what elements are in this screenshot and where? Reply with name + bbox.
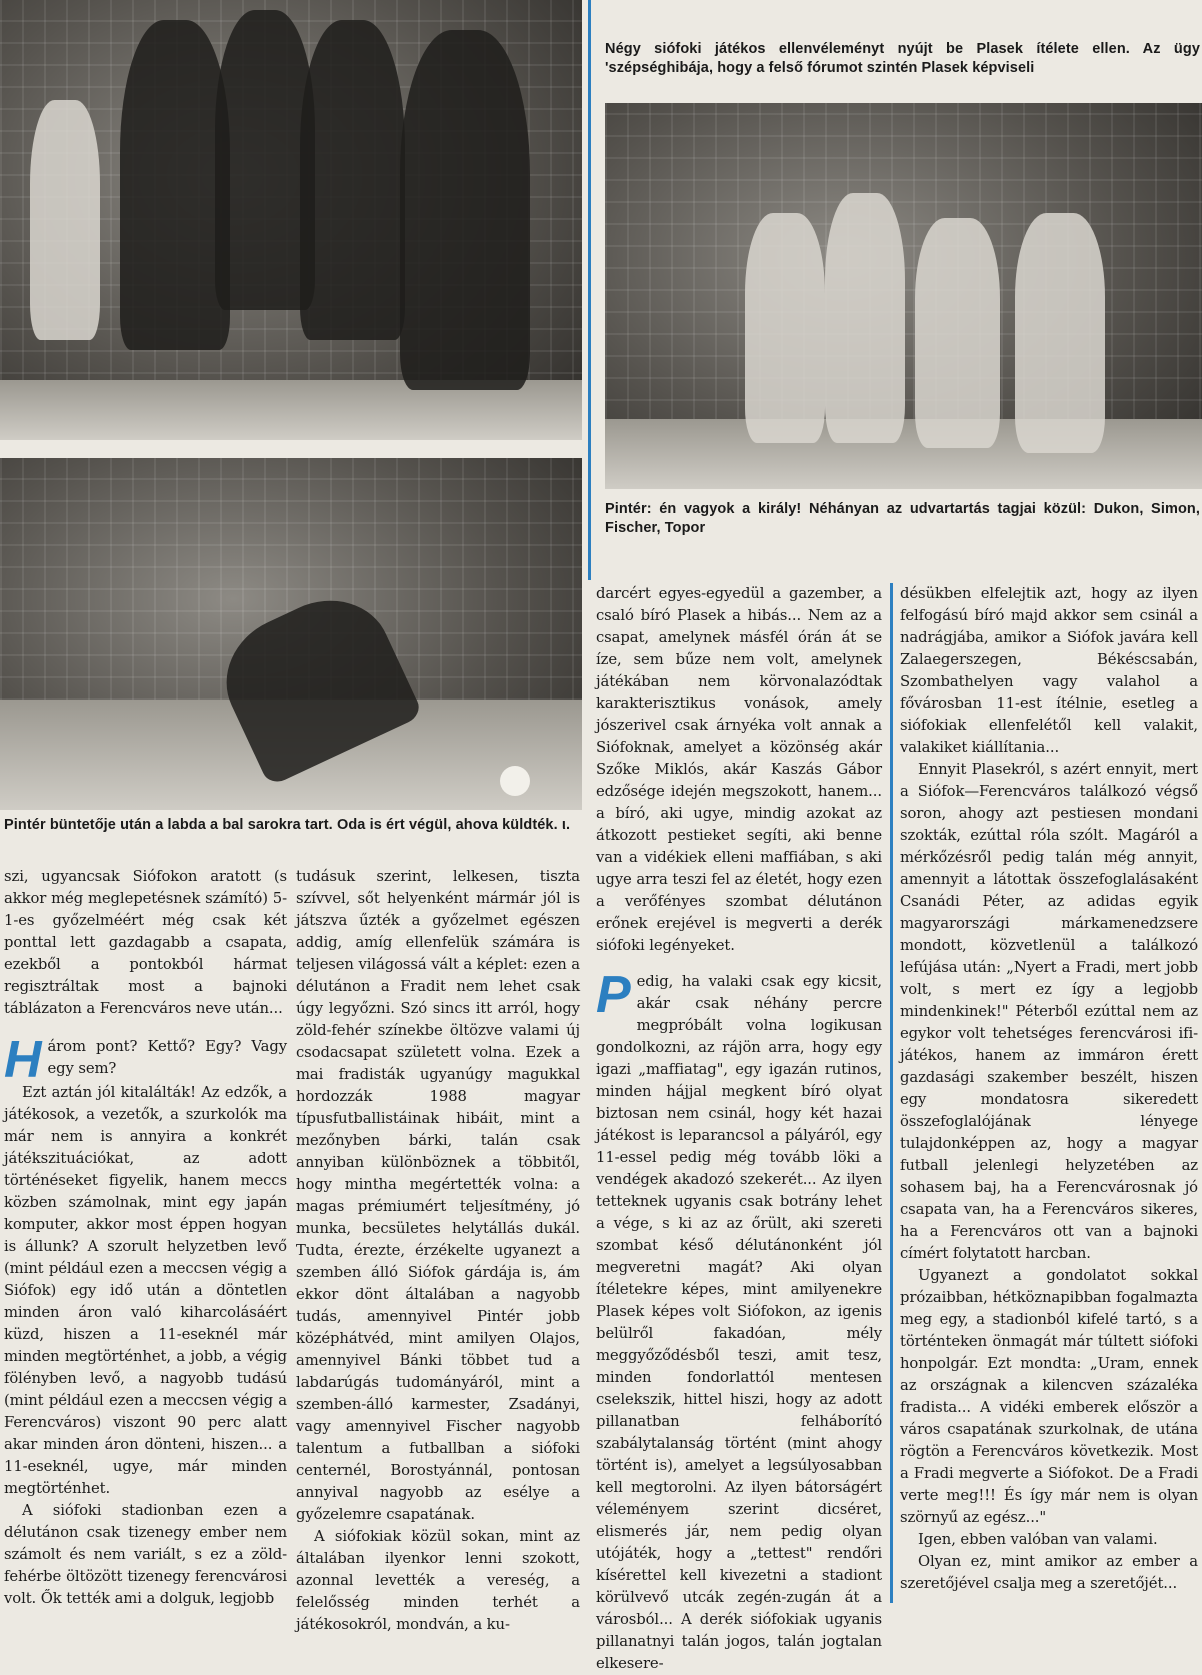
photo-top-left — [0, 0, 582, 440]
article-body-text: edig, ha valaki csak egy kicsit, akár csak néhány percre megpróbált volna logikusan gondolkozni, az rájön arra, hogy egy igazi „maffiatag", egy igazán rutinos, minden hájjal megkent bíró olyat biztosan nem csinál, hogy két hazai játékost is leparancsol a pályáról, egy 11-essel pedig még tovább löki a vendégek akadozó szekerét... Az ilyen tetteknek ugyanis csak botrány lehet a vége, s ki az az őrült, aki szereti szombat késő délutánonként jól megveretni magát? Aki olyan ítéletekre képes, mint amilyenekre Plasek képes volt Siófokon, az igenis belülről fakadóan, mély meggyőződésből teszi, amit tesz, minden fondorlattól mentesen cselekszik, hittel hiszi, hogy az adott pillanatban felháborító szabálytalanság történt (mint ahogy történt is), amelyet a legsúlyosabban kell megtorolni. Az ilyen bátorságért véleményem szerint dicséret, elismerés jár, nem pedig olyan utójáték, hogy a „tettest" rendőri kísérettel kell kivezetni a stadiont körülvevő utcák zegén-zugán át a városból... A derék siófokiak ugyanis pillanatnyi talán jogos, talán jogtalan elkesere- — [596, 973, 882, 1672]
article-paragraph: Ezt aztán jól kitalálták! Az edzők, a játékosok, a vezetők, a szurkolók ma már nem is annyira a konkrét játékszituációkat, az adott történéseket figyelik, hanem meccs közben számolnak, mint egy japán komputer, akkor most éppen hogyan is állunk? A szorult helyzetben levő (mint például ezen a meccsen végig a Siófok) egy idő után a döntetlen minden áron való kiharcolásáért küzd, hiszen a 11-eseknél már minden megtörténhet, a jobb, a végig fölényben levő, a nagyobb tudású (mint például ezen a meccsen végig a Ferencváros) viszont 90 perc alatt akar minden áron dönteni, hiszen... a 11-eseknél, ugye, már minden megtörténhet. — [4, 1084, 287, 1497]
photo-middle-left — [0, 458, 582, 810]
article-paragraph-dropcap — [4, 1031, 287, 1089]
article-column-4 — [900, 583, 1198, 1595]
article-column-3 — [596, 583, 882, 1675]
article-column-1 — [4, 866, 287, 1610]
column-rule-top — [588, 0, 591, 580]
article-column-2 — [296, 866, 580, 1636]
caption-top-right: Négy siófoki játékos ellenvéleményt nyújt be Plasek ítélete ellen. Az ügy 'szépséghibája, hogy a felső fórumot szintén Plasek képviseli — [605, 41, 1200, 76]
article-paragraph: szi, ugyancsak Siófokon aratott (s akkor még meglepetésnek számító) 5-1-es győzelméért még csak két ponttal lett gazdagabb a csapata, ezekből a pontokból hármat regisztráltak most a bajnoki táblázaton a Ferencváros neve után... — [4, 868, 287, 1017]
dropcap-p: P — [596, 966, 631, 1024]
dropcap-h: H — [4, 1031, 42, 1089]
article-paragraph: tudásuk szerint, lelkesen, tiszta szívvel, sőt helyenként mármár jól is játszva űzték a győzelmet egészen addig, amíg ellenfelük számára is teljesen világossá vált a képlet: ezen a délutánon a Fradit nem lehet csak úgy legyőzni. Szó sincs itt arról, hogy zöld-fehér színekbe öltözve valami új csodacsapat született volna. Ezek a mai fradisták ugyanúgy magukkal hordozzák 1988 magyar típusfutballistáinak hibáit, mint a mezőnyben bárki, talán csak annyiban különböznek a többitől, hogy mintha megértették volna: a magas prémiumért teljesítmény, jó munka, becsületes helytállás dukál. Tudta, érezte, érzékelte ugyanezt a szemben álló Siófok gárdája is, ám ekkor dönt általában a nagyobb tudás, amennyivel Pintér jobb középhátvéd, mint amilyen Olajos, amennyivel Bánki többet tud a labdarúgás tudományáról, mint a szemben-álló karmester, Zsadányi, vagy amennyivel Fischer nagyobb talentum a futballban a siófoki centernél, Borostyánnál, pontosan annyival nagyobb az esélye a győzelemre csapatának. — [296, 868, 580, 1523]
photo-top-right — [605, 103, 1202, 489]
article-paragraph-dropcap — [596, 966, 882, 1675]
article-paragraph: A siófoki stadionban ezen a délutánon csak tizenegy ember nem számolt és nem variált, s ez a zöld-fehérbe öltözött tizenegy ferencvárosi volt. Ők tették ami a dolguk, legjobb — [4, 1502, 287, 1607]
article-paragraph: Ennyit Plasekról, s azért ennyit, mert a Siófok—Ferencváros találkozó végső soron, ahogy azt pestiesen mondani szokták, ezúttal róla szólt. Magáról a mérkőzésről pedig talán még annyit, amennyit a látottak összefoglalásaként Csanádi Péter, az adidas egyik magyarországi márkamenedzsere mondott, közvetlenül a találkozó lefújása után: „Nyert a Fradi, mert jobb volt, s mert ez így a legjobb mindenkinek!" Péterből ezúttal nem az egykor volt tehetséges ferencvárosi ifi-játékos, hanem az immáron érett gazdasági szakember beszélt, hiszen egy mondatosra sikeredett összefoglalójának lényege tulajdonképpen az, hogy a magyar futball jelenlegi helyzetében az sohasem baj, ha a Ferencvárosnak jó csapata van, ha a Ferencváros sikeres, ha a Ferencváros ott van a bajnoki címért folytatott harcban. — [900, 761, 1198, 1262]
article-paragraph: A siófokiak közül sokan, mint az általában ilyenkor lenni szokott, azonnal levették a vereség, a felelősség minden terhét a játékosokról, mondván, a ku- — [296, 1528, 580, 1633]
column-rule-right — [890, 583, 893, 1603]
article-paragraph: désükben elfelejtik azt, hogy az ilyen felfogású bíró majd akkor sem csinál a nadrágjába, amikor a Siófok javára kell Zalaegerszegen, Békéscsabán, Szombathelyen vagy valahol a fővárosban 11-est ítélnie, esetleg a siófokiak ellenfelétől kell valakit, valakiket kiállítania... — [900, 585, 1198, 756]
caption-middle-left: Pintér büntetője után a labda a bal sarokra tart. Oda is ért végül, ahova küldték. ι. — [4, 817, 571, 833]
article-paragraph: Ugyanezt a gondolatot sokkal prózaibban, hétköznapibban fogalmazta meg egy, a stadionból kifelé tartó, s a történteken önmagát már túltett siófoki honpolgár. Ezt mondta: „Uram, ennek az országnak a kilencven százaléka fradista... A vidéki emberek először a város csapatának szurkolnak, de utána rögtön a Ferencváros következik. Most a Fradi megverte a Siófokot. De a Fradi verte meg!!! És így már nem is olyan szörnyű az egész..." — [900, 1267, 1198, 1526]
article-lead-text: árom pont? Kettő? Egy? Vagy egy sem? — [47, 1038, 287, 1077]
article-paragraph: Olyan ez, mint amikor az ember a szeretőjével csalja meg a szeretőjét... — [900, 1553, 1198, 1592]
article-paragraph: Igen, ebben valóban van valami. — [918, 1531, 1158, 1548]
caption-middle-right: Pintér: én vagyok a király! Néhányan az udvartartás tagjai közül: Dukon, Simon, Fischer, Topor — [605, 501, 1200, 536]
article-paragraph: darcért egyes-egyedül a gazember, a csaló bíró Plasek a hibás... Nem az a csapat, amelynek másfél órán át se íze, sem bűze nem volt, amelynek játékában nem körvonalazódtak karakterisztikus vonások, amely jószerivel csak árnyéka volt annak a Siófoknak, amelyet a közönség akár Szőke Miklós, akár Kaszás Gábor edzősége idején megszokott, hanem... a bíró, aki ugye, mindig azokat az átkozott pestieket segíti, aki benne van a vidékiek elleni maffiában, s aki ugye arra teszi fel az életét, hogy ezen a verőfényes szombat délutánon erőnek erejével is megverti a derék siófoki legényeket. — [596, 585, 882, 954]
